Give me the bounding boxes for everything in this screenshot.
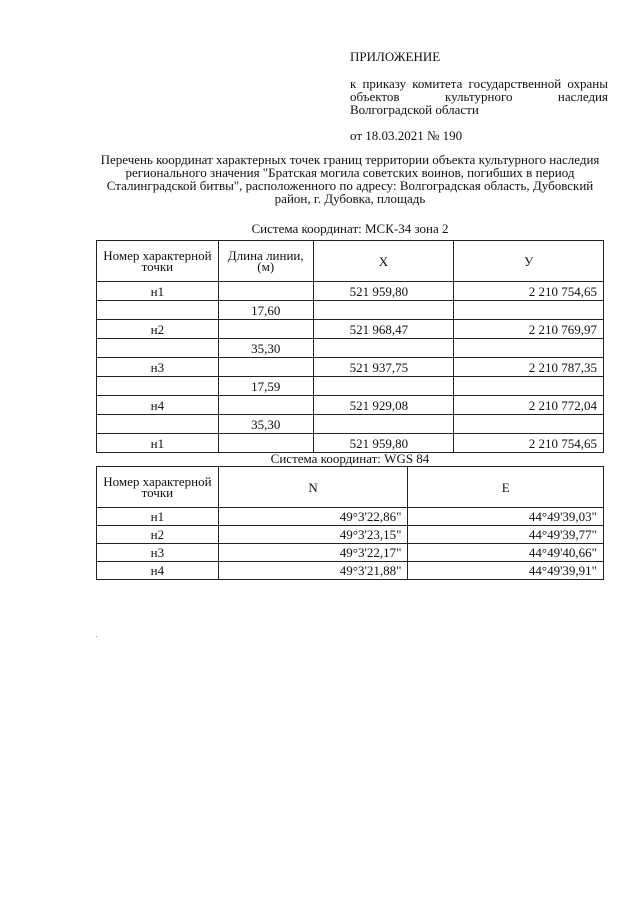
- table-row: [97, 526, 604, 544]
- table-row: [97, 396, 604, 415]
- header-point: Номер характерной точки: [97, 467, 219, 508]
- cell-length: 17,59: [218, 377, 313, 396]
- cell-length: 35,30: [218, 415, 313, 434]
- table-row: [97, 358, 604, 377]
- table2-caption: Система координат: WGS 84: [270, 451, 430, 466]
- cell-n: 49°3'22,17": [218, 544, 408, 562]
- header-length: Длина линии, (м): [218, 241, 313, 282]
- table-row: [97, 320, 604, 339]
- header-y: У: [454, 241, 604, 282]
- cell-n: 49°3'22,86": [218, 508, 408, 526]
- cell-e: 44°49'40,66": [408, 544, 604, 562]
- cell-point: [97, 339, 219, 358]
- cell-x: [313, 301, 454, 320]
- cell-length: 17,60: [218, 301, 313, 320]
- cell-x: 521 929,08: [313, 396, 454, 415]
- table1-caption: Система координат: МСК-34 зона 2: [251, 221, 449, 236]
- cell-x: [313, 339, 454, 358]
- cell-point: н2: [97, 526, 219, 544]
- table-header-row: [97, 241, 604, 282]
- table-row: [97, 377, 604, 396]
- cell-n: 49°3'21,88": [218, 562, 408, 580]
- header-x: X: [313, 241, 454, 282]
- cell-length: [218, 320, 313, 339]
- cell-x: 521 959,80: [313, 282, 454, 301]
- table-row: [97, 508, 604, 526]
- cell-point: [97, 377, 219, 396]
- table-row: [97, 339, 604, 358]
- cell-y: 2 210 787,35: [454, 358, 604, 377]
- cell-x: [313, 415, 454, 434]
- msk34-coordinates-table: [96, 240, 604, 453]
- cell-x: [313, 377, 454, 396]
- cell-y: 2 210 754,65: [454, 434, 604, 453]
- table-row: [97, 301, 604, 320]
- cell-e: 44°49'39,77": [408, 526, 604, 544]
- cell-y: [454, 415, 604, 434]
- document-heading: Перечень координат характерных точек границ территории объекта культурного наследия регионального значения "Братская могила советских воинов, погибших в период Сталинградской битвы", расположенного по адресу: Волгоградская область, Дубовский район, г. Дубовка, площадь: [100, 152, 600, 206]
- cell-point: н3: [97, 358, 219, 377]
- cell-e: 44°49'39,91": [408, 562, 604, 580]
- table-row: [97, 434, 604, 453]
- table-row: [97, 282, 604, 301]
- cell-length: [218, 282, 313, 301]
- cell-x: 521 937,75: [313, 358, 454, 377]
- table-row: [97, 415, 604, 434]
- table-row: [97, 562, 604, 580]
- wgs84-coordinates-table: [96, 466, 604, 580]
- cell-point: н2: [97, 320, 219, 339]
- cell-x: 521 959,80: [313, 434, 454, 453]
- cell-y: 2 210 769,97: [454, 320, 604, 339]
- cell-point: н1: [97, 508, 219, 526]
- cell-y: [454, 301, 604, 320]
- cell-length: [218, 434, 313, 453]
- cell-y: [454, 377, 604, 396]
- cell-point: н4: [97, 396, 219, 415]
- cell-length: 35,30: [218, 339, 313, 358]
- cell-length: [218, 396, 313, 415]
- cell-point: н3: [97, 544, 219, 562]
- order-date-number: от 18.03.2021 № 190: [350, 128, 463, 143]
- cell-x: 521 968,47: [313, 320, 454, 339]
- header-n: N: [218, 467, 408, 508]
- cell-point: н4: [97, 562, 219, 580]
- table-header-row: [97, 467, 604, 508]
- cell-e: 44°49'39,03": [408, 508, 604, 526]
- cell-length: [218, 358, 313, 377]
- cell-point: [97, 415, 219, 434]
- cell-point: н1: [97, 434, 219, 453]
- cell-y: 2 210 754,65: [454, 282, 604, 301]
- appendix-title: ПРИЛОЖЕНИЕ: [350, 49, 441, 64]
- table-row: [97, 544, 604, 562]
- cell-point: [97, 301, 219, 320]
- appendix-description: к приказу комитета государственной охраны объектов культурного наследия Волгоградской области: [350, 76, 608, 117]
- header-point: Номер характерной точки: [97, 241, 219, 282]
- header-e: E: [408, 467, 604, 508]
- scan-dot: [96, 636, 97, 637]
- cell-point: н1: [97, 282, 219, 301]
- cell-y: [454, 339, 604, 358]
- cell-n: 49°3'23,15": [218, 526, 408, 544]
- cell-y: 2 210 772,04: [454, 396, 604, 415]
